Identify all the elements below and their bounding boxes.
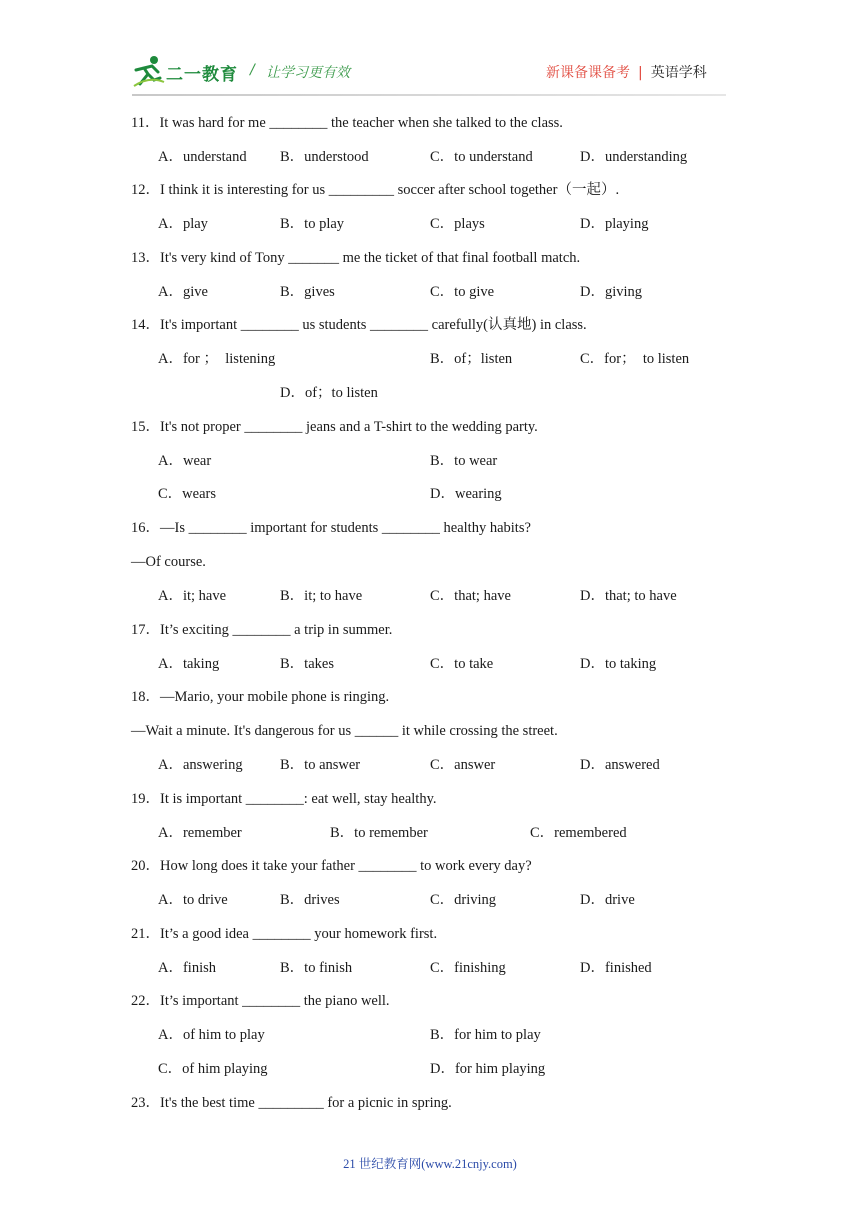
question-23-stem: 23．It's the best time _________ for a picnic in spring.: [131, 1095, 452, 1111]
logo-text: 二一教育: [166, 65, 238, 85]
q11-option-a: A．understand: [158, 149, 247, 165]
q19-option-a: A．remember: [158, 825, 242, 841]
running-figure-icon: [132, 54, 166, 88]
header-subject-label: 英语学科: [650, 65, 707, 81]
q16-option-a: A．it; have: [158, 588, 227, 604]
question-18-reply: —Wait a minute. It's dangerous for us ______ it while crossing the street.: [131, 723, 558, 739]
q17-option-b: B．takes: [280, 656, 334, 672]
page-header: [0, 0, 860, 100]
q17-option-d: D．to taking: [580, 656, 657, 672]
question-21-stem: 21．It’s a good idea ________ your homework first.: [131, 926, 438, 942]
question-16-stem: 16．—Is ________ important for students ________ healthy habits?: [131, 520, 531, 536]
q12-option-d: D．playing: [580, 216, 649, 232]
q21-option-b: B．to finish: [280, 960, 353, 976]
q21-option-a: A．finish: [158, 960, 216, 976]
header-separator: |: [638, 65, 643, 81]
q13-option-a: A．give: [158, 284, 208, 300]
q11-option-b: B．understood: [280, 149, 369, 165]
question-14-stem: 14．It's important ________ us students ________ carefully(认真地) in class.: [131, 317, 587, 333]
question-22-stem: 22．It’s important ________ the piano well.: [131, 993, 390, 1009]
q22-option-c: C．of him playing: [158, 1061, 268, 1077]
question-19-stem: 19．It is important ________: eat well, stay healthy.: [131, 791, 437, 807]
q15-option-a: A．wear: [158, 453, 212, 469]
q17-option-c: C．to take: [430, 656, 494, 672]
q15-option-c: C．wears: [158, 486, 216, 502]
question-11-stem: 11．It was hard for me ________ the teacher when she talked to the class.: [131, 115, 563, 131]
header-right: [546, 62, 707, 82]
q12-option-c: C．plays: [430, 216, 485, 232]
q18-option-d: D．answered: [580, 757, 660, 773]
q22-option-b: B．for him to play: [430, 1027, 541, 1043]
question-20-stem: 20．How long does it take your father ________ to work every day?: [131, 858, 532, 874]
q21-option-d: D．finished: [580, 960, 652, 976]
q17-option-a: A．taking: [158, 656, 220, 672]
header-course-label: 新课备课备考: [546, 65, 630, 81]
header-slogan: 让学习更有效: [266, 65, 350, 81]
logo: [132, 54, 244, 90]
q15-option-d: D．wearing: [430, 486, 502, 502]
q13-option-d: D．giving: [580, 284, 643, 300]
question-18-stem: 18．—Mario, your mobile phone is ringing.: [131, 689, 390, 705]
q12-option-a: A．play: [158, 216, 208, 232]
question-17-stem: 17．It’s exciting ________ a trip in summer.: [131, 622, 393, 638]
question-12-stem: 12．I think it is interesting for us _________ soccer after school together（一起）.: [131, 182, 620, 198]
q13-option-c: C．to give: [430, 284, 495, 300]
q14-option-a: A．for ； listening: [158, 351, 276, 367]
q15-option-b: B．to wear: [430, 453, 498, 469]
question-15-stem: 15．It's not proper ________ jeans and a T-shirt to the wedding party.: [131, 419, 538, 435]
q14-option-d: D．of；to listen: [280, 385, 378, 401]
q20-option-c: C．driving: [430, 892, 497, 908]
q16-option-c: C．that; have: [430, 588, 511, 604]
q19-option-c: C．remembered: [530, 825, 627, 841]
q21-option-c: C．finishing: [430, 960, 506, 976]
q20-option-d: D．drive: [580, 892, 635, 908]
q18-option-a: A．answering: [158, 757, 243, 773]
q18-option-c: C．answer: [430, 757, 496, 773]
header-slash: /: [250, 62, 255, 78]
q19-option-b: B．to remember: [330, 825, 428, 841]
q14-option-c: C．for； to listen: [580, 351, 690, 367]
q11-option-d: D．understanding: [580, 149, 688, 165]
q16-option-b: B．it; to have: [280, 588, 363, 604]
q20-option-a: A．to drive: [158, 892, 228, 908]
q22-option-d: D．for him playing: [430, 1061, 546, 1077]
q14-option-b: B．of；listen: [430, 351, 513, 367]
q18-option-b: B．to answer: [280, 757, 361, 773]
page-footer: 21 世纪教育网(www.21cnjy.com): [343, 1157, 517, 1171]
q11-option-c: C．to understand: [430, 149, 533, 165]
header-divider: [132, 94, 726, 96]
q22-option-a: A．of him to play: [158, 1027, 265, 1043]
q13-option-b: B．gives: [280, 284, 335, 300]
question-16-reply: —Of course.: [131, 554, 206, 570]
q12-option-b: B．to play: [280, 216, 345, 232]
q16-option-d: D．that; to have: [580, 588, 677, 604]
q20-option-b: B．drives: [280, 892, 340, 908]
question-13-stem: 13．It's very kind of Tony _______ me the ticket of that final football match.: [131, 250, 581, 266]
